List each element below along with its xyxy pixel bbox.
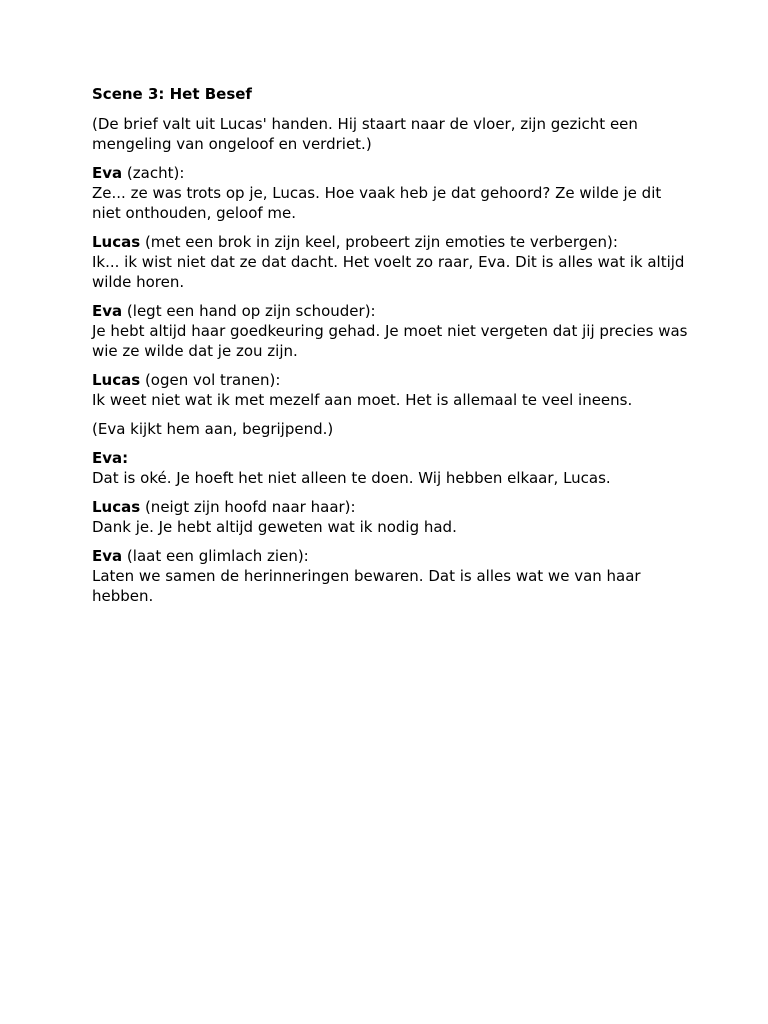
dialogue-text: Ik... ik wist niet dat ze dat dacht. Het voelt zo raar, Eva. Dit is alles wat ik altijd wilde horen. xyxy=(92,253,685,291)
stage-direction xyxy=(92,114,692,154)
speaker-cue: (laat een glimlach zien): xyxy=(122,547,309,565)
speaker-name: Lucas xyxy=(92,498,141,516)
speaker-cue: (legt een hand op zijn schouder): xyxy=(122,302,376,320)
dialogue-block xyxy=(92,448,692,488)
speaker-cue: (met een brok in zijn keel, probeert zijn emoties te verbergen): xyxy=(140,233,618,251)
direction-text: (Eva kijkt hem aan, begrijpend.) xyxy=(92,420,334,438)
dialogue-block xyxy=(92,370,692,410)
speaker-name: Eva xyxy=(92,164,123,182)
speaker-name: Eva: xyxy=(92,449,129,467)
dialogue-text: Ze... ze was trots op je, Lucas. Hoe vaak heb je dat gehoord? Ze wilde je dit niet onthouden, geloof me. xyxy=(92,184,662,222)
dialogue-block xyxy=(92,546,692,606)
dialogue-text: Laten we samen de herinneringen bewaren. Dat is alles wat we van haar hebben. xyxy=(92,567,641,605)
dialogue-text: Je hebt altijd haar goedkeuring gehad. Je moet niet vergeten dat jij precies was wie ze wilde dat je zou zijn. xyxy=(92,322,688,360)
dialogue-block xyxy=(92,163,692,223)
direction-text: (De brief valt uit Lucas' handen. Hij staart naar de vloer, zijn gezicht een mengeling van ongeloof en verdriet.) xyxy=(92,115,638,153)
scene-title: Scene 3: Het Besef xyxy=(92,85,252,103)
speaker-cue: (ogen vol tranen): xyxy=(140,371,281,389)
stage-direction xyxy=(92,419,692,439)
dialogue-text: Dank je. Je hebt altijd geweten wat ik nodig had. xyxy=(92,518,457,536)
speaker-name: Lucas xyxy=(92,233,141,251)
document-page xyxy=(92,84,692,615)
dialogue-block xyxy=(92,497,692,537)
dialogue-block xyxy=(92,232,692,292)
speaker-name: Eva xyxy=(92,547,123,565)
dialogue-block xyxy=(92,301,692,361)
speaker-name: Eva xyxy=(92,302,123,320)
speaker-cue: (zacht): xyxy=(122,164,185,182)
dialogue-text: Ik weet niet wat ik met mezelf aan moet. Het is allemaal te veel ineens. xyxy=(92,391,633,409)
dialogue-text: Dat is oké. Je hoeft het niet alleen te doen. Wij hebben elkaar, Lucas. xyxy=(92,469,611,487)
speaker-name: Lucas xyxy=(92,371,141,389)
speaker-cue: (neigt zijn hoofd naar haar): xyxy=(140,498,356,516)
